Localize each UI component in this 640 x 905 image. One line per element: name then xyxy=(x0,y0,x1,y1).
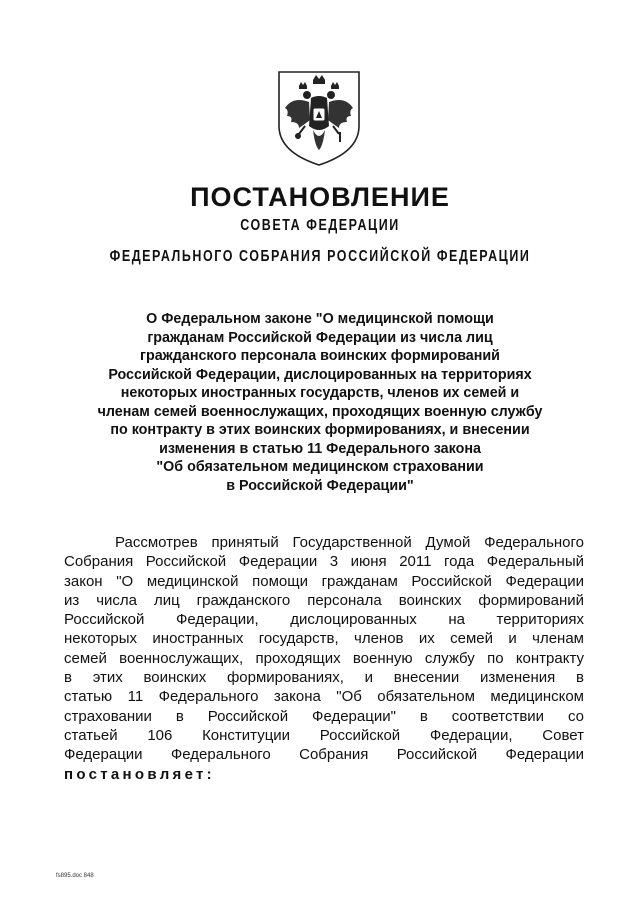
resolution-body xyxy=(64,533,584,784)
subject-line: в Российской Федерации" xyxy=(226,477,414,494)
body-line: статью 11 Федерального закона "Об обязательном медицинском xyxy=(64,688,584,706)
body-line: закон "О медицинской помощи гражданам Российской Федерации xyxy=(64,572,584,590)
body-line: Собрания Российской Федерации 3 июня 2011 года Федеральный xyxy=(64,553,584,571)
document-subtitle-line-2: ФЕДЕРАЛЬНОГО СОБРАНИЯ РОССИЙСКОЙ ФЕДЕРАЦИИ xyxy=(109,248,531,265)
coat-of-arms-icon xyxy=(273,68,365,168)
subject-line: членам семей военнослужащих, проходящих военную службу xyxy=(97,403,543,420)
subject-line: гражданского персонала воинских формирований xyxy=(140,348,500,364)
body-line: в этих воинских формированиях, и внесении изменения в xyxy=(64,669,584,687)
body-line: Рассмотрев принятый Государственной Думой Федерального xyxy=(115,534,584,551)
resolution-subject xyxy=(86,310,554,495)
body-line: Российской Федерации, дислоцированных на территориях xyxy=(64,611,584,629)
subject-line: некоторых иностранных государств, членов их семей и xyxy=(120,385,520,401)
resolves-keyword: постановляет: xyxy=(64,765,215,783)
subject-line: О Федеральном законе "О медицинской помощи xyxy=(146,311,494,327)
body-line: из числа лиц гражданского персонала воинских формирований xyxy=(64,591,584,609)
body-line: Федерации Федерального Собрания Российской Федерации xyxy=(64,746,584,764)
subject-line: Российской Федерации, дислоцированных на территориях xyxy=(108,366,532,383)
subject-line: по контракту в этих воинских формированиях, и внесении xyxy=(110,422,530,438)
subject-line: изменения в статью 11 Федерального закона xyxy=(159,440,481,457)
file-reference: fs895.doc 848 xyxy=(56,873,94,879)
document-title: ПОСТАНОВЛЕНИЕ xyxy=(190,182,450,212)
subject-line: гражданам Российской Федерации из числа лиц xyxy=(147,329,493,346)
body-line: некоторых иностранных государств, членов их семей и членам xyxy=(64,630,584,648)
body-line: страховании в Российской Федерации" в соответствии со xyxy=(64,707,584,725)
body-line: статьей 106 Конституции Российской Федерации, Совет xyxy=(64,726,584,744)
body-line: семей военнослужащих, проходящих военную службу по контракту xyxy=(64,649,584,667)
document-subtitle-line-1: СОВЕТА ФЕДЕРАЦИИ xyxy=(240,217,400,234)
subject-line: "Об обязательном медицинском страховании xyxy=(156,459,484,475)
